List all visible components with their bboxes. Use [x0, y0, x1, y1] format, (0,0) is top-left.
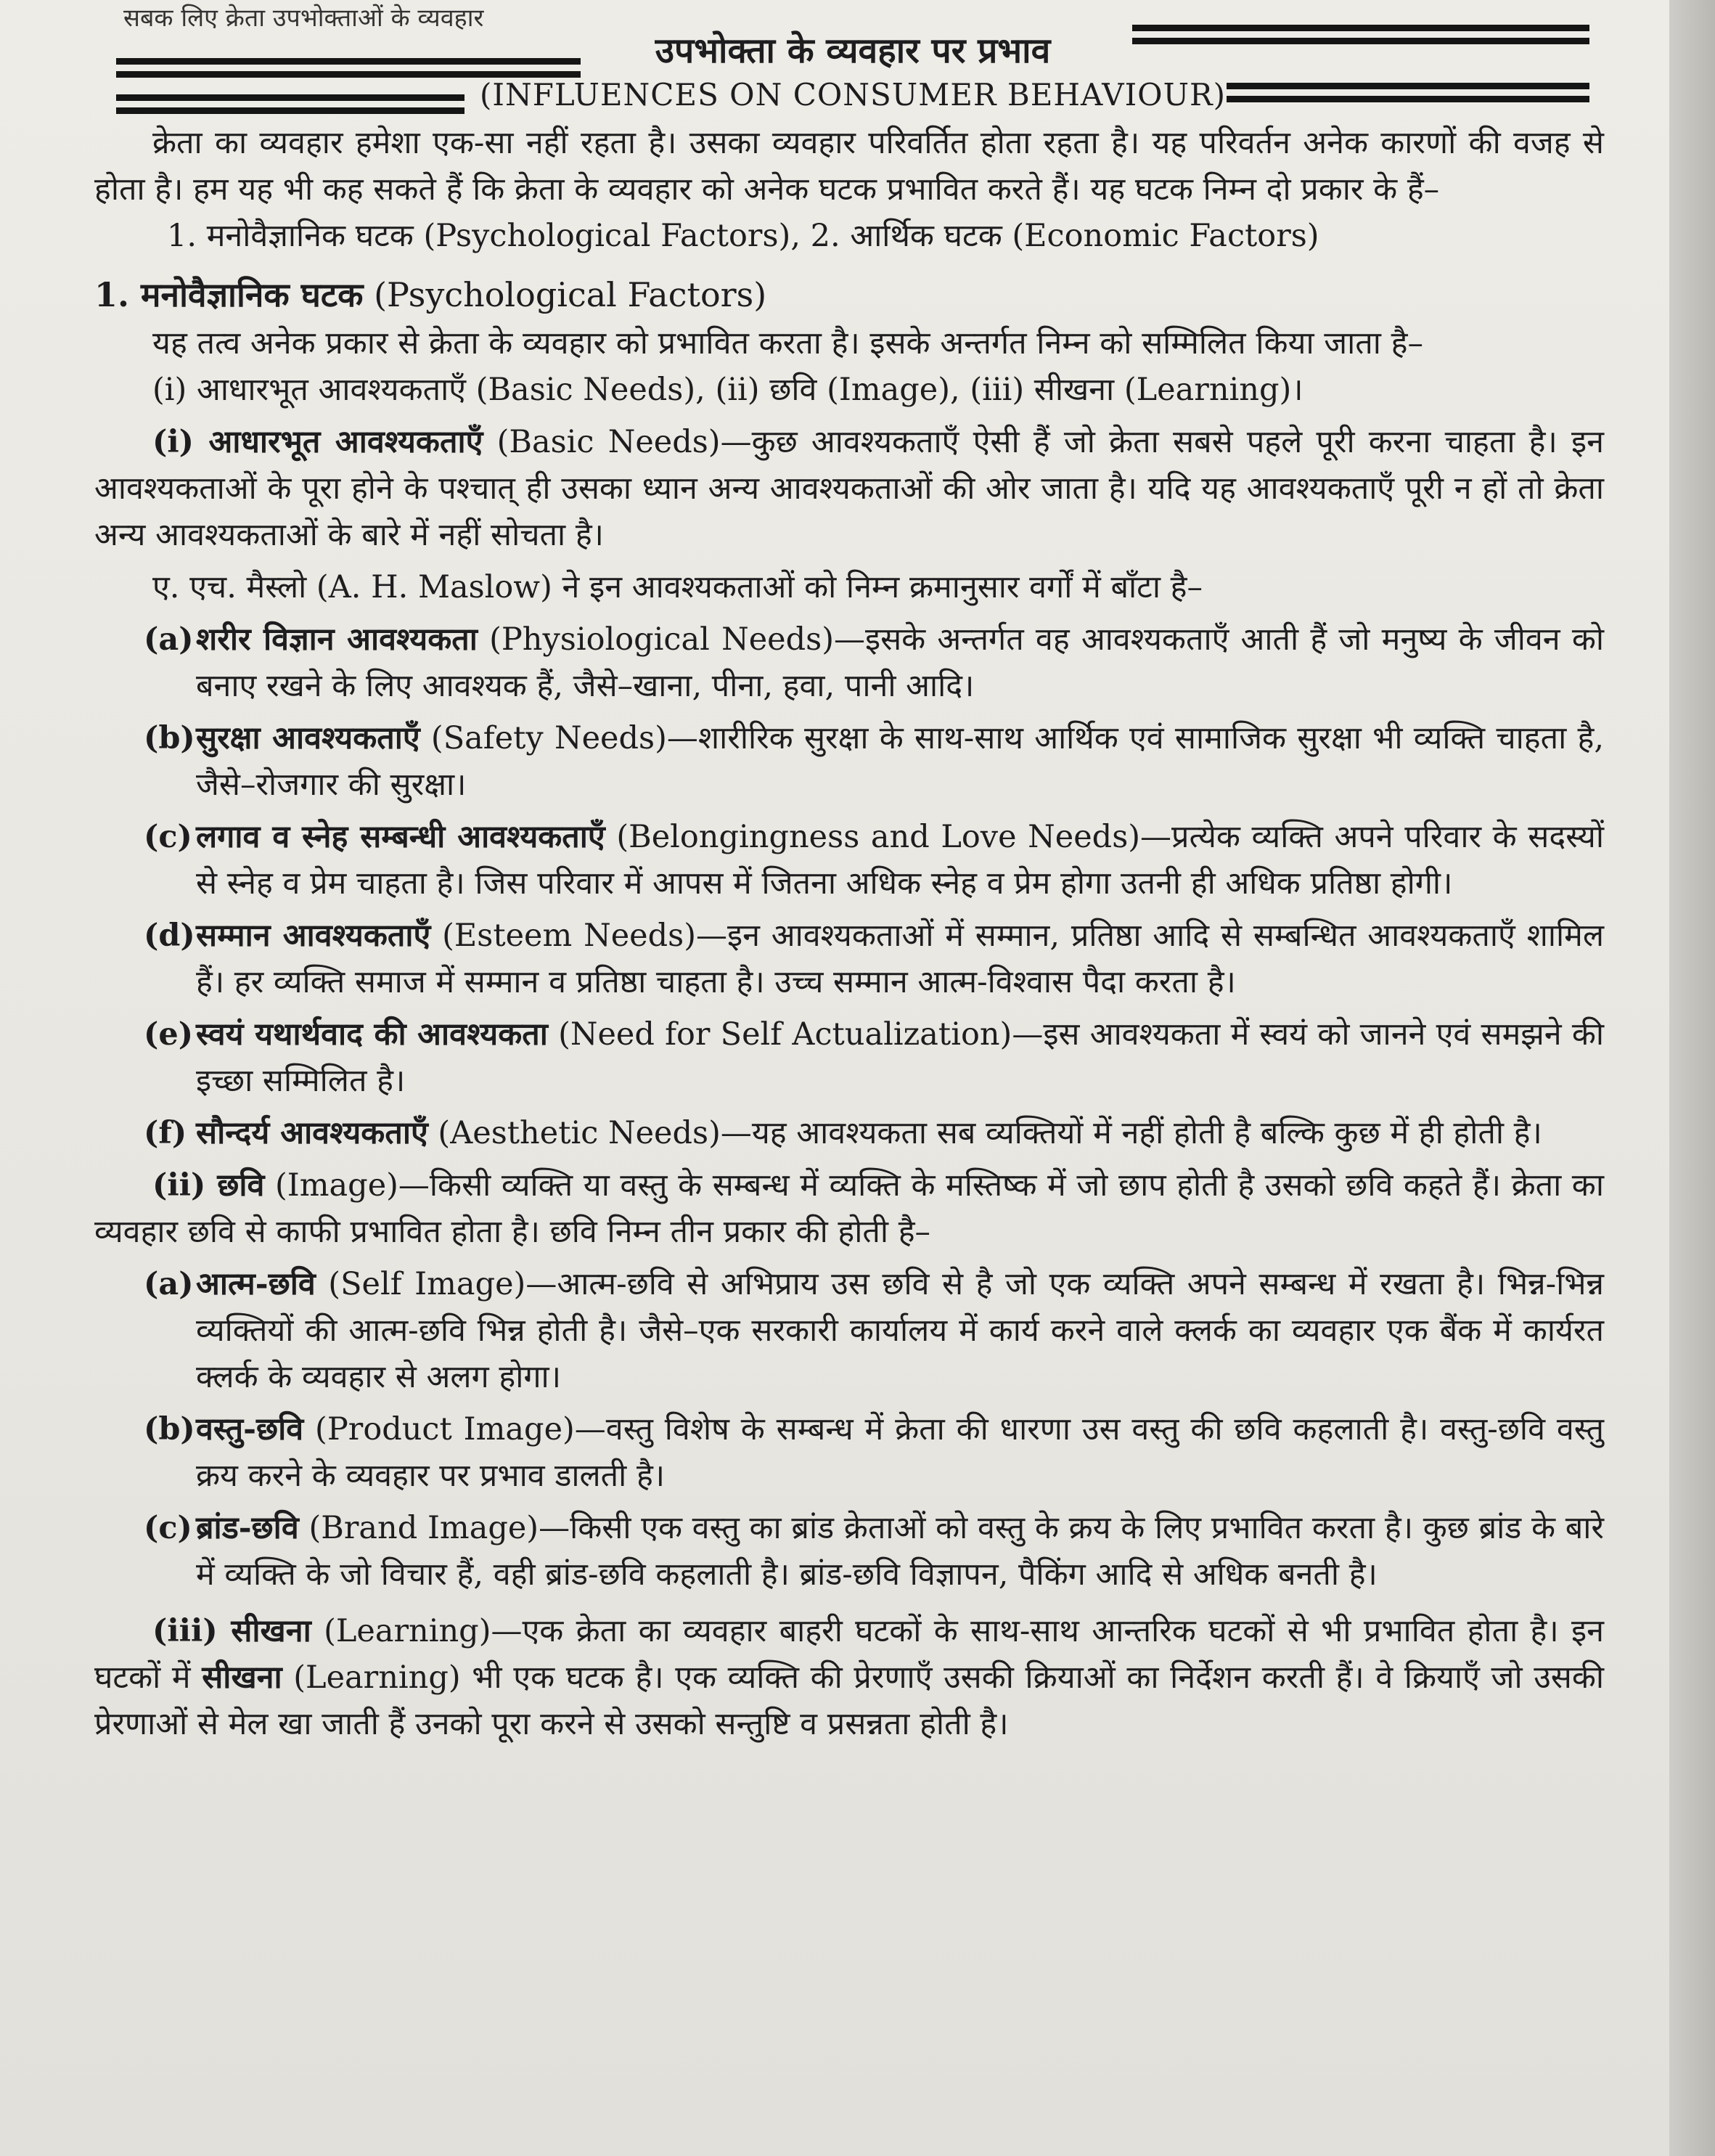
page-subtitle: (INFLUENCES ON CONSUMER BEHAVIOUR): [480, 77, 1226, 113]
image-c: [94, 1505, 1604, 1598]
need-e-label: स्वयं यथार्थवाद की आवश्यकता: [196, 1016, 548, 1053]
need-a: [94, 616, 1604, 709]
need-c-label: लगाव व स्नेह सम्बन्धी आवश्यकताएँ: [196, 819, 605, 855]
need-b-letter: (b): [144, 720, 195, 756]
image-c-label: ब्रांड-छवि: [196, 1510, 299, 1546]
need-e-letter: (e): [144, 1016, 194, 1053]
title-block: [116, 13, 1589, 122]
image-a: [94, 1261, 1604, 1400]
learning-bold: सीखना: [202, 1659, 282, 1696]
need-f-text: (Aesthetic Needs)—यह आवश्यकता सब व्यक्तियों में नहीं होती है बल्कि कुछ में ही होती है।: [427, 1115, 1542, 1151]
section-intro: यह तत्व अनेक प्रकार से क्रेता के व्यवहार को प्रभावित करता है। इसके अन्तर्गत निम्न को सम्मिलित किया जाता है–: [152, 325, 1423, 362]
image-a-letter: (a): [144, 1266, 194, 1302]
need-d-text: (Esteem Needs)—इन आवश्यकताओं में सम्मान, प्रतिष्ठा आदि से सम्बन्धित आवश्यकताएँ शामिल हैं। हर व्यक्ति समाज में सम्मान व प्रतिष्ठा चाहता है। उच्च सम्मान आत्म-विश्वास पैदा करता है।: [196, 918, 1604, 1000]
need-a-label: शरीर विज्ञान आवश्यकता: [196, 621, 478, 658]
need-d-label: सम्मान आवश्यकताएँ: [196, 918, 431, 954]
need-a-text: (Physiological Needs)—इसके अन्तर्गत वह आवश्यकताएँ आती हैं जो मनुष्य के जीवन को बनाए रखने के लिए आवश्यक हैं, जैसे–खाना, पीना, हवा, पानी आदि।: [196, 621, 1605, 704]
section-heading: [94, 269, 1604, 320]
need-c: [94, 814, 1604, 907]
need-d-letter: (d): [144, 918, 195, 954]
maslow-paragraph: ए. एच. मैस्लो (A. H. Maslow) ने इन आवश्यकताओं को निम्न क्रमानुसार वर्गों में बाँटा है–: [152, 569, 1203, 605]
image-paragraph: [94, 1162, 1604, 1255]
learning-label: (iii) सीखना: [152, 1613, 311, 1649]
need-f: [94, 1110, 1604, 1156]
image-b: [94, 1406, 1604, 1499]
image-b-letter: (b): [144, 1411, 195, 1447]
need-b-text: (Safety Needs)—शारीरिक सुरक्षा के साथ-साथ आर्थिक एवं सामाजिक सुरक्षा भी व्यक्ति चाहता है, जैसे–रोजगार की सुरक्षा।: [196, 720, 1604, 803]
need-e: [94, 1011, 1604, 1104]
section-heading-bold: 1. मनोवैज्ञानिक घटक: [94, 275, 364, 314]
intro-paragraph: क्रेता का व्यवहार हमेशा एक-सा नहीं रहता है। उसका व्यवहार परिवर्तित होता रहता है। यह परिवर्तन अनेक कारणों की वजह से होता है। हम यह भी कह सकते हैं कि क्रेता के व्यवहार को अनेक घटक प्रभावित करते हैं। यह घटक निम्न दो प्रकार के हैं–: [94, 125, 1604, 208]
image-b-label: वस्तु-छवि: [196, 1411, 304, 1447]
basic-needs-paragraph: [94, 419, 1604, 558]
book-edge: [1669, 0, 1715, 2156]
learning-text-1: (Learning)—एक क्रेता का व्यवहार बाहरी घटकों के साथ-साथ आन्तरिक घटकों से भी प्रभावित होता है। इन घटकों में: [94, 1613, 1605, 1696]
main-content: [94, 120, 1604, 1747]
need-b-label: सुरक्षा आवश्यकताएँ: [196, 720, 420, 756]
image-c-letter: (c): [144, 1510, 192, 1546]
image-label: (ii) छवि: [152, 1167, 265, 1204]
image-a-label: आत्म-छवि: [196, 1266, 316, 1302]
image-text: (Image)—किसी व्यक्ति या वस्तु के सम्बन्ध में व्यक्ति के मस्तिष्क में जो छाप होती है उसको छवि कहते हैं। क्रेता का व्यवहार छवि से काफी प्रभावित होता है। छवि निम्न तीन प्रकार की होती है–: [94, 1167, 1604, 1250]
section-heading-rest: (Psychological Factors): [363, 275, 767, 314]
learning-text-2: (Learning) भी एक घटक है। एक व्यक्ति की प्रेरणाएँ उसकी क्रियाओं का निर्देशन करती हैं। वे क्रियाएँ जो उसकी प्रेरणाओं से मेल खा जाती हैं उनको पूरा करने से उसको सन्तुष्टि व प्रसन्नता होती है।: [94, 1659, 1605, 1742]
need-e-text: (Need for Self Actualization)—इस आवश्यकता में स्वयं को जानने एवं समझने की इच्छा सम्मिलित है।: [196, 1016, 1605, 1099]
need-f-letter: (f): [144, 1115, 187, 1151]
need-c-letter: (c): [144, 819, 192, 855]
image-a-text: (Self Image)—आत्म-छवि से अभिप्राय उस छवि से है जो एक व्यक्ति अपने सम्बन्ध में रखता है। भिन्न-भिन्न व्यक्तियों की आत्म-छवि भिन्न होती है। जैसे–एक सरकारी कार्यालय में कार्य करने वाले क्लर्क का व्यवहार एक बैंक में कार्यरत क्लर्क के व्यवहार से अलग होगा।: [196, 1266, 1604, 1395]
image-b-text: (Product Image)—वस्तु विशेष के सम्बन्ध में क्रेता की धारणा उस वस्तु की छवि कहलाती है। वस्तु-छवि वस्तु क्रय करने के व्यवहार पर प्रभाव डालती है।: [196, 1411, 1604, 1494]
need-b: [94, 715, 1604, 808]
section-list: (i) आधारभूत आवश्यकताएँ (Basic Needs), (ii) छवि (Image), (iii) सीखना (Learning)।: [152, 372, 1303, 408]
learning-paragraph: [94, 1608, 1604, 1747]
need-d: [94, 912, 1604, 1005]
need-f-label: सौन्दर्य आवश्यकताएँ: [196, 1115, 428, 1151]
page-title: उपभोक्ता के व्यवहार पर प्रभाव: [655, 30, 1051, 71]
factors-list: 1. मनोवैज्ञानिक घटक (Psychological Factors), 2. आर्थिक घटक (Economic Factors): [167, 218, 1319, 254]
image-c-text: (Brand Image)—किसी एक वस्तु का ब्रांड क्रेताओं को वस्तु के क्रय के लिए प्रभावित करता है। कुछ ब्रांड के बारे में व्यक्ति के जो विचार हैं, वही ब्रांड-छवि कहलाती है। ब्रांड-छवि विज्ञापन, पैकिंग आदि से अधिक बनती है।: [196, 1510, 1604, 1593]
basic-needs-text: (Basic Needs)—कुछ आवश्यकताएँ ऐसी हैं जो क्रेता सबसे पहले पूरी करना चाहता है। इन आवश्यकताओं के पूरा होने के पश्चात् ही उसका ध्यान अन्य आवश्यकताओं की ओर जाता है। यदि यह आवश्यकताएँ पूरी न हों तो क्रेता अन्य आवश्यकताओं के बारे में नहीं सोचता है।: [94, 424, 1604, 553]
need-a-letter: (a): [144, 621, 194, 658]
top-cut-text: सबक लिए क्रेता उपभोक्ताओं के व्यवहार: [123, 4, 484, 33]
basic-needs-label: (i) आधारभूत आवश्यकताएँ: [152, 424, 483, 460]
need-c-text: (Belongingness and Love Needs)—प्रत्येक व्यक्ति अपने परिवार के सदस्यों से स्नेह व प्रेम चाहता है। जिस परिवार में आपस में जितना अधिक स्नेह व प्रेम होगा उतनी ही अधिक प्रतिष्ठा होगी।: [196, 819, 1604, 902]
